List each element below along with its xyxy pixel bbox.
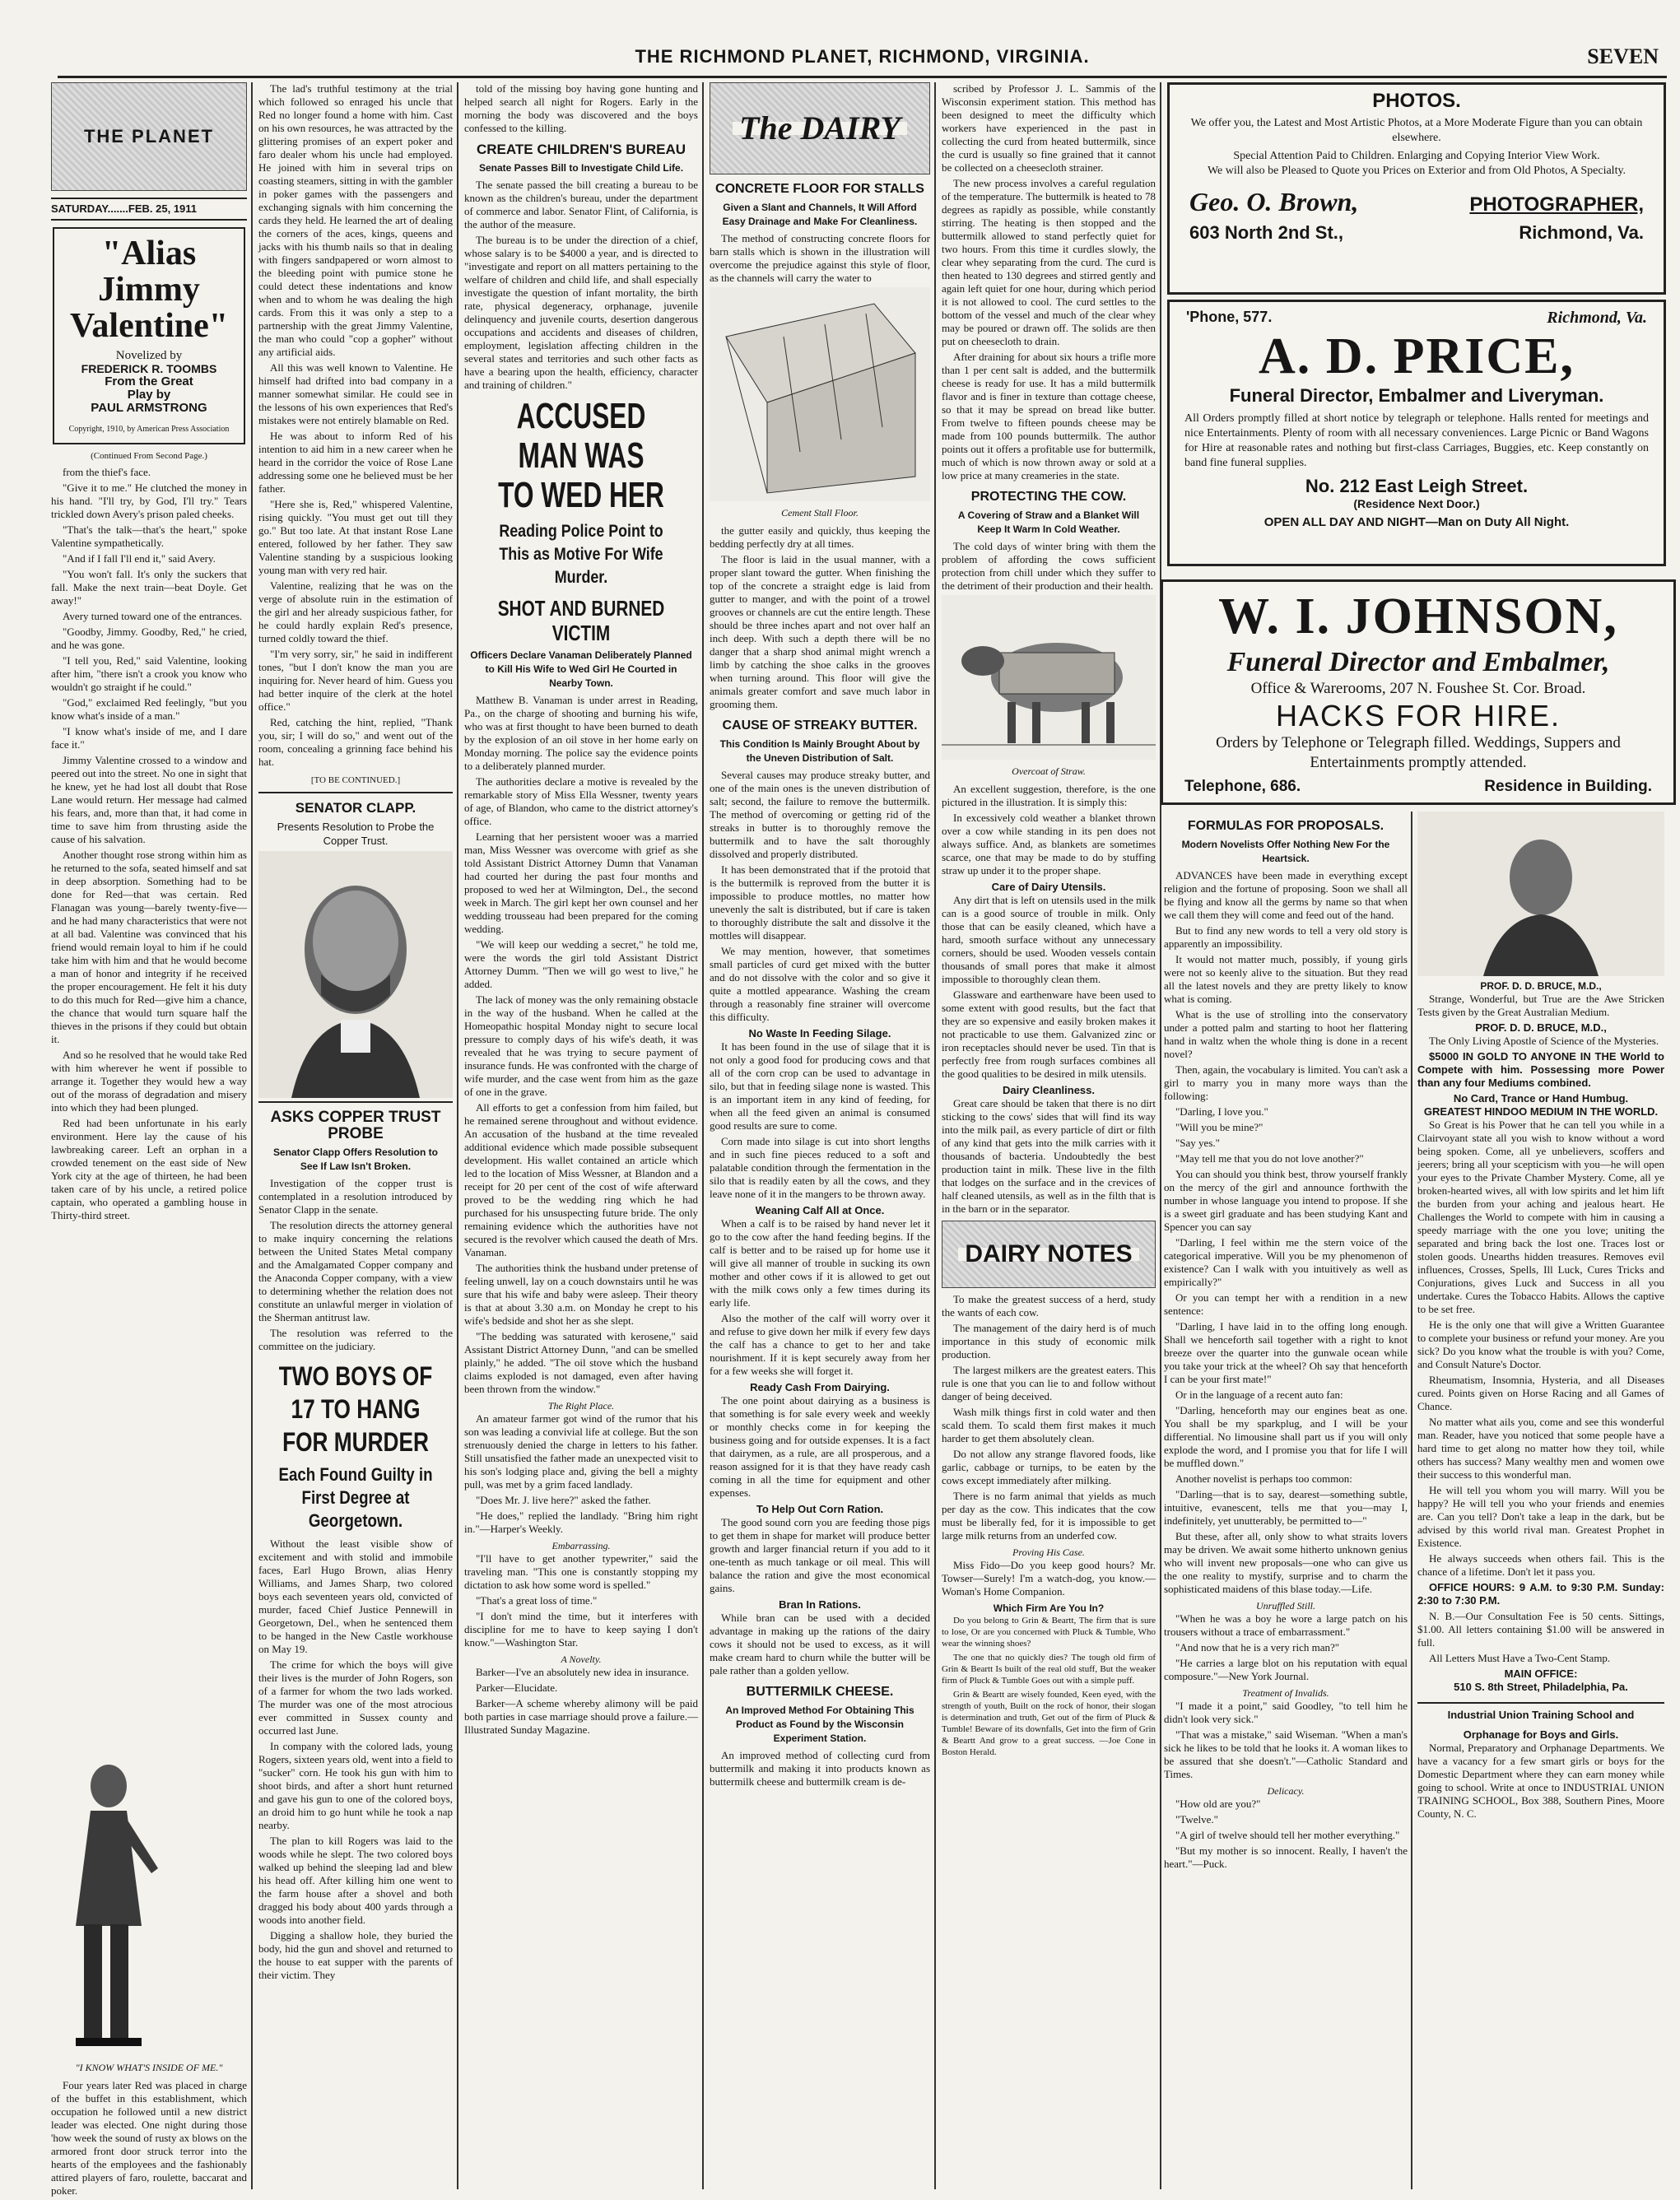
paragraph: The authorities declare a motive is revealed by the remarkable story of Miss Ella Wessner, twenty years of age, of Blandon, who came to the district attorney's office. xyxy=(464,775,698,827)
price-city: Richmond, Va. xyxy=(1547,309,1647,327)
paragraph: "That's a great loss of time." xyxy=(476,1594,598,1607)
paragraph: It has been demonstrated that if the protoid that is the buttermilk is reproved from the butter it is impossible to produce mottles, no matter how unevenly the salt is distributed, but if care is taken to thoroughly distribute the salt and dissolve it the mottles will disappear. xyxy=(710,863,930,942)
johnson-orders: Orders by Telephone or Telegraph filled. Weddings, Suppers and Entertainments promptly attended. xyxy=(1216,734,1621,771)
paragraph: "I don't mind the time, but it interferes with discipline for me to have to keep saying I don't know."—Washington Star. xyxy=(464,1610,698,1649)
cow-caption: Overcoat of Straw. xyxy=(1012,765,1086,777)
paragraph: "Give it to me." He clutched the money in his hand. "I'll try, by God, I'll try." Tears trickled down Avery's prison paled cheeks. xyxy=(51,481,247,520)
column-2 xyxy=(258,82,453,2189)
paragraph: "That was a mistake," said Wiseman. "When a man's sick he likes to be told that he looks it. A woman likes to be assured that she doesn't."—Catholic Standard and Times. xyxy=(1164,1728,1408,1780)
boys-murder-subheading: Each Found Guilty in First Degree at Georgetown. xyxy=(278,1464,433,1531)
shot-burned-subheading: Officers Declare Vanaman Deliberately Planned to Kill His Wife to Wed Girl He Courted in Nearby Town. xyxy=(470,649,692,689)
formulas-subheading: Modern Novelists Offer Nothing New For the Heartsick. xyxy=(1181,839,1390,864)
column-rule xyxy=(934,82,936,2189)
continued-note: (Continued From Second Page.) xyxy=(91,451,207,461)
paragraph: The largest milkers are the greatest eaters. This rule is one that you can lie to and follow without danger of being deceived. xyxy=(942,1364,1156,1402)
photos-title: PHOTOS. xyxy=(1372,90,1461,112)
paragraph: "Here she is, Red," whispered Valentine, rising quickly. "You must get out till they go." But too late. At that instant Rose Lane entered, followed by her father. They saw Valentine standing by a suspicious looking young man with very red hair. xyxy=(258,498,453,576)
paragraph: The management of the dairy herd is of much importance in this study of economic milk production. xyxy=(942,1322,1156,1360)
formulas-heading: FORMULAS FOR PROPOSALS. xyxy=(1187,819,1384,833)
paragraph: He was about to inform Red of his intention to aid him in a new career when he heard in the corridor the voice of Rose Lane addressing some one he believed must be her father. xyxy=(258,430,453,495)
paragraph: Another thought rose strong within him as he returned to the sofa, seated himself and sat in deep absorption. Something had to be done for Red—that was certain. Red Flanagan was young—barely twenty-five—and he had many characteristics that were not at all bad. Valentine was convinced that his friend would remain loyal to him if he could take him with him and that he would become a man of honor and integrity if he received the proper encouragement. He felt it his duty to do this much for Red—give him a chance, the chance that would turn square half the thieves in the prisons if they could but obtain it. xyxy=(51,849,247,1045)
johnson-ad xyxy=(1161,579,1676,805)
ready-cash-heading: Ready Cash From Dairying. xyxy=(750,1381,890,1393)
to-be-continued: [TO BE CONTINUED.] xyxy=(310,775,401,785)
paragraph: The lad's truthful testimony at the trial which followed so enraged his uncle that Red no longer found a home with him. Cast on his own resources, he was attracted by the glittering promises of an expert poker and faro dealer whom his uncle had employed. He joined with him in several trips on coasting steamers, sitting in with the gambler in poker games with the passengers and exchanging signals with him concerning the cards they held. He learned the art of dealing the corners of the aces, kings, queens and jacks with his thumb nails so that in dealing with fingers sandpapered or worn almost to the bleeding point with pumice stone he could detect these indentations and know when and to whom he was dealing the high cards. From this it was only a step to a partnership with the great Jimmy Valentine, the man who could "cop a gopher" without any artificial aids. xyxy=(258,82,453,358)
paragraph: The plan to kill Rogers was laid to the woods while he slept. The two colored boys walked up behind the sleeping lad and blew his head off. After killing him one went to the farm house after a shovel and both dragged his body about 400 yards through a woods into another field. xyxy=(258,1835,453,1926)
embarrassing-heading: Embarrassing. xyxy=(551,1540,611,1551)
streaky-butter-heading: CAUSE OF STREAKY BUTTER. xyxy=(722,719,918,733)
paragraph: An excellent suggestion, therefore, is the one pictured in the illustration. It is simply this: xyxy=(942,783,1156,808)
paragraph: Without the least visible show of excitement and with stolid and immobile faces, Earl Hugo Brown, alias Henry Williams, and James Sharp, two colored boys each seventeen years old, convicted of murder, faced Chief Justice Pennewill in Georgetown, Del., when he sentenced them to be hanged in the New Castle workhouse on May 19. xyxy=(258,1537,453,1655)
paragraph: Investigation of the copper trust is contemplated in a resolution introduced by Senator Clapp in the senate. xyxy=(258,1177,453,1216)
column-rule xyxy=(251,82,253,2189)
paragraph: "Darling, I feel within me the stern voice of the categorical imperative. Will you be my phenomenon of existence? Can I walk with you intuitively as well as empirically?" xyxy=(1164,1236,1408,1288)
bran-heading: Bran In Rations. xyxy=(779,1598,861,1611)
paragraph: Strange, Wonderful, but True are the Awe Stricken Tests given by the Great Australian Medium. xyxy=(1417,993,1664,1018)
paragraph: "Darling, I love you." xyxy=(1175,1105,1268,1118)
paragraph: So Great is his Power that he can tell you while in a Clairvoyant state all you wish to know without a word being spoken. Come, all ye unbelievers, scoffers and jeerers; bring all your scepticism with you—he will open your eyes to the Private Chamber Mystery. Come, all ye broken-hearted wives, all with low spirits and let him lift the burden from your aching and jealous heart. He Challenges the World to compete with him in causing a speedy marriage with the one you love; uniting the separated and bring back the lost one. Traces lost or stolen goods. Unearths hidden treasures. Removes evil influences, Crosses, Spells, Ill Luck, Cures Tricks and Conjurations, gives Luck and Success in all you undertake. Cures the Tobacco Habits. Allows the captive to be set free. xyxy=(1417,1119,1664,1315)
streaky-butter-subheading: This Condition Is Mainly Brought About by the Uneven Distribution of Salt. xyxy=(719,738,920,764)
paragraph: Matthew B. Vanaman is under arrest in Reading, Pa., on the charge of shooting and burning his wife, who was at first thought to have been burned to death by the explosion of an oil stove in her home early on Monday morning. The police say the evidence points to a deliberately planned murder. xyxy=(464,694,698,772)
paragraph: When a calf is to be raised by hand never let it go to the cow after the hand feeding begins. If the calf is better and to be raised up for home use it will give all manner of trouble in sucking its own mother and other cows if it is allowed to get out with the milk cows only a few times during its early life. xyxy=(710,1217,930,1309)
cow-blanket-illustration xyxy=(942,595,1156,760)
paragraph: Wash milk things first in cold water and then scald them. To scald them first makes it much harder to get them absolutely clean. xyxy=(942,1406,1156,1444)
paragraph: He is the only one that will give a Written Guarantee to complete your business or refund your money. Are you sick? Do you know what the trouble is with you? Come, and Consult Nature's Doctor. xyxy=(1417,1319,1664,1370)
johnson-name: W. I. JOHNSON, xyxy=(1218,588,1618,644)
paragraph: The Only Living Apostle of Science of the Mysteries. xyxy=(1429,1035,1659,1047)
serial-header-box xyxy=(53,227,245,444)
bruce-portrait xyxy=(1417,812,1664,976)
poem-stanza: The one that no quickly dies? The tough old firm of Grin & Beartt Is built of the real old stuff, But the weaker firm of Pluck & Tumble Goes out with a simple puff. xyxy=(942,1653,1156,1686)
paragraph: While bran can be used with a decided advantage in making up the rations of the dairy cows it should not be used to excess, as it will make cream hard to churn while the butter will be pale rather than a golden yellow. xyxy=(710,1612,930,1677)
senator-portrait xyxy=(258,851,453,1098)
senator-heading: SENATOR CLAPP. xyxy=(295,800,417,816)
paragraph: "When he was a boy he wore a large patch on his trousers without a trace of embarrassment." xyxy=(1164,1612,1408,1638)
proving-case-heading: Proving His Case. xyxy=(1012,1547,1085,1558)
paragraph: The authorities think the husband under pretense of feeling unwell, lay on a couch downstairs until he was sure that his wife and baby were asleep. Their theory is that at about 3.30 a.m. on Monday he crept to his wife's bedside and shot her as she slept. xyxy=(464,1262,698,1327)
cement-stall-illustration xyxy=(710,287,930,501)
page-number: SEVEN xyxy=(1587,44,1659,68)
invalids-heading: Treatment of Invalids. xyxy=(1242,1687,1329,1699)
paragraph: Red, catching the hint, replied, "Thank you, sir; I will do so," and went out of the room, concealing a grinning face behind his hat. xyxy=(258,716,453,768)
paragraph: OFFICE HOURS: 9 A.M. to 9:30 P.M. Sunday: 2:30 to 7:30 P.M. xyxy=(1417,1581,1664,1607)
right-place-heading: The Right Place. xyxy=(547,1400,615,1412)
paragraph: Several causes may produce streaky butter, and one of the main ones is the uneven distribution of salt; second, the failure to remove the buttermilk. The method of overcoming or getting rid of the streaks in butter is to thoroughly remove the buttermilk and to have the salt thoroughly dissolved and properly distributed. xyxy=(710,769,930,860)
paragraph: He will tell you whom you will marry. Will you be happy? He will tell you who your friends and enemies are. Can you tell? Don't take a leap in the dark, but be advised by this world rival man. Greatest Prophet in Existence. xyxy=(1417,1484,1664,1549)
paragraph: "And now that he is a very rich man?" xyxy=(1175,1641,1340,1653)
playwright-name: PAUL ARMSTRONG xyxy=(91,401,207,415)
paragraph: He always succeeds when others fail. This is the chance of a lifetime. Don't let it pass you. xyxy=(1417,1552,1664,1578)
paragraph: "God," exclaimed Red feelingly, "but you know what's inside of a man." xyxy=(51,696,247,722)
boys-murder-heading: TWO BOYS OF 17 TO HANG FOR MURDER xyxy=(278,1361,433,1457)
column-rule xyxy=(1160,82,1161,2189)
paragraph: Glassware and earthenware have been used to some extent with good results, but the fact that they are so expensive and easily broken makes it not practicable to use them. Galvanized zinc or iron receptacles should never be used. Tin that is perfectly free from rough surfaces combines all the good qualities to be desired in milk utensils. xyxy=(942,988,1156,1080)
paragraph: $5000 IN GOLD TO ANYONE IN THE World to Compete with him. Possessing more Power than any four Mediums combined. xyxy=(1417,1050,1664,1089)
author-name: FREDERICK R. TOOMBS xyxy=(81,362,217,375)
photographer-address: 603 North 2nd St., xyxy=(1189,222,1344,243)
concrete-floor-subheading: Given a Slant and Channels, It Will Afford Easy Drainage and Make For Cleanliness. xyxy=(722,202,918,227)
paragraph: To make the greatest success of a herd, study the wants of each cow. xyxy=(942,1293,1156,1319)
paragraph: Another novelist is perhaps too common: xyxy=(1175,1472,1352,1485)
delicacy-heading: Delicacy. xyxy=(1267,1785,1305,1797)
photos-line: Special Attention Paid to Children. Enlarging and Copying Interior View Work. xyxy=(1233,150,1600,162)
photographer-address-row xyxy=(1170,217,1664,244)
dairy-utensils-heading: Care of Dairy Utensils. xyxy=(991,881,1106,893)
paragraph: ADVANCES have been made in everything except religion and the fortune of proposing. Soon we shall all be flying and know all the germs by name so that when we call them they will come and feed out of the hand. xyxy=(1164,869,1408,921)
paragraph: The crime for which the boys will give their lives is the murder of John Rogers, son of a farmer for whom the two lads worked. The murder was one of the most atrocious ever committed in Sussex county and occurred last June. xyxy=(258,1658,453,1737)
paragraph: Corn made into silage is cut into short lengths and in such fine pieces reduced to a soft and palatable condition through the fermentation in the silo that is readily eaten by all the cows, and they leave none of it in the mangers to be thrown away. xyxy=(710,1135,930,1200)
paragraph: Jimmy Valentine crossed to a window and peered out into the street. No one in sight that he knew, yet he had lost all doubt that Rose Lane would return. Her message had calmed his fears, and, more than that, it had come in time to save him from thrusting aside the cause of his salvation. xyxy=(51,754,247,845)
dairy-notes-logo xyxy=(942,1221,1156,1288)
paragraph: Barker—I've an absolutely new idea in insurance. xyxy=(476,1666,689,1678)
paragraph: All efforts to get a confession from him failed, but he remained serene throughout and without evidence. An accusation of the husband at the time revealed additional evidence which made possible subsequent development. His wallet contained an article which led to the location of Miss Wessner, at Blandon and a receipt for 20 per cent of the cost of wife afterward proved to be the wedding ring which he had purchased for his unsuspecting future bride. The only remaining evidence which the authorities have not secured is the revolver which caused the death of Mrs. Vanaman. xyxy=(464,1101,698,1258)
paragraph: "How old are you?" xyxy=(1175,1798,1261,1810)
paragraph: Valentine, realizing that he was on the verge of absolute ruin in the estimation of the girl and her already suspicious father, for he could hardly explain Red's presence, turned coldly toward the thief. xyxy=(258,579,453,644)
copyright-note: Copyright, 1910, by American Press Association xyxy=(68,425,230,434)
paragraph: Avery turned toward one of the entrances. xyxy=(63,610,243,622)
protecting-cow-subheading: A Covering of Straw and a Blanket Will Keep It Warm In Cold Weather. xyxy=(957,509,1140,535)
novelized-label: Novelized by xyxy=(115,349,183,362)
paragraph: After draining for about six hours a trifle more than 1 per cent salt is added, and the buttermilk cheese is ready for use. It has a mild buttermilk flavor and is finer in texture than cottage cheese, so that it may be spread on bread like butter. From twelve to fifteen pounds cheese may be made from 100 pounds buttermilk. The author points out it offers a profitable use for buttermilk, much of which is now thrown away or sold at a low price at many creameries in the state. xyxy=(942,351,1156,481)
price-description: All Orders promptly filled at short notice by telegraph or telephone. Halls rented for meetings and nice Entertainments. Plenty of room with all necessary conveniences. Large Picnic or Band Wagons for Hire at reasonable rates and nothing but first-class Carriages, Buggies, etc. Keep constantly on band fine funeral supplies. xyxy=(1184,412,1649,469)
column-1 xyxy=(51,82,247,2197)
paragraph: "I made it a point," said Goodley, "to tell him he didn't look very sick." xyxy=(1164,1700,1408,1725)
paragraph: It has been found in the use of silage that it is not only a good food for producing cows and that all of the corn crop can be used to advantage in silo, but that in feeding silage none is wasted. This is an important item in any kind of feeding, for when all the feed given an animal is consumed good results are sure to come. xyxy=(710,1040,930,1132)
paragraph: Or you can tempt her with a rendition in a new sentence: xyxy=(1164,1291,1408,1317)
paragraph: "May tell me that you do not love another?" xyxy=(1175,1152,1364,1165)
corn-ration-heading: To Help Out Corn Ration. xyxy=(756,1503,884,1515)
johnson-bottom-row xyxy=(1163,773,1673,796)
johnson-telephone: Telephone, 686. xyxy=(1184,778,1301,795)
paragraph: "He does," replied the landlady. "Bring him right in."—Harper's Weekly. xyxy=(464,1509,698,1535)
paragraph: "Darling, henceforth may our engines beat as one. You shall be my sparkplug, and I will be your differential. No limousine shall part us if you will only explode the word, and I promise you that for life I will be muffled down." xyxy=(1164,1404,1408,1469)
accused-man-subheading: Reading Police Point to This as Motive For Wife Murder. xyxy=(499,522,663,587)
photos-line: We offer you, the Latest and Most Artistic Photos, at a More Moderate Figure than you can obtain elsewhere. xyxy=(1190,117,1643,144)
column-6b xyxy=(1417,812,1664,2189)
bruce-main-office: MAIN OFFICE: xyxy=(1504,1667,1578,1680)
paragraph: told of the missing boy having gone hunting and helped search all night for Rogers. Early in the morning the body was discovered and the boys confessed to the killing. xyxy=(464,82,698,134)
senator-clapp-box xyxy=(258,792,453,1103)
childrens-bureau-subheading: Senate Passes Bill to Investigate Child Life. xyxy=(478,162,684,174)
paragraph: "But my mother is so innocent. Really, I haven't the heart."—Puck. xyxy=(1164,1844,1408,1870)
paragraph: Or in the language of a recent auto fan: xyxy=(1175,1388,1343,1401)
paragraph: "I tell you, Red," said Valentine, looking after him, "there isn't a crook you know who wouldn't go straight if he could." xyxy=(51,654,247,693)
paragraph: "A girl of twelve should tell her mother everything." xyxy=(1175,1829,1400,1841)
paragraph: N. B.—Our Consultation Fee is 50 cents. Sittings, $1.00. All letters containing $1.00 will be answered in full. xyxy=(1417,1610,1664,1649)
paragraph: There is no farm animal that yields as much per day as the cow. This indicates that the cow must be liberally fed, for it is impossible to get large milk returns from an underfed cow. xyxy=(942,1490,1156,1542)
column-rule xyxy=(702,82,704,2189)
training-school-notice xyxy=(1417,1702,1664,1821)
bruce-no-humbug: No Card, Trance or Hand Humbug. xyxy=(1453,1092,1629,1105)
paragraph: Also the mother of the calf will worry over it and refuse to give down her milk if every few days the calf has a chance to get to her and take nourishment. If it is kept securely away from her for a few weeks she will forget it. xyxy=(710,1312,930,1377)
bruce-caption: PROF. D. D. BRUCE, M.D., xyxy=(1480,980,1602,992)
issue-date: SATURDAY.......FEB. 25, 1911 xyxy=(51,198,247,221)
price-top-row xyxy=(1170,302,1664,328)
copper-trust-subheading: Senator Clapp Offers Resolution to See If Law Isn't Broken. xyxy=(272,1147,438,1172)
orphanage-heading: Orphanage for Boys and Girls. xyxy=(1463,1728,1619,1741)
paragraph: Red had been unfortunate in his early environment. Here lay the cause of his lawbreaking career. Left an orphan in a crowded tenement on the east side of New York city at the age of thirteen, he had been taken care of by his uncle, a retired police captain, who operated a gambling house in Thirty-third street. xyxy=(51,1117,247,1221)
paragraph: The method of constructing concrete floors for barn stalls which is shown in the illustration will overcome the prejudice against this style of floor, as the channels will carry the water to xyxy=(710,232,930,284)
column-rule xyxy=(457,82,458,2189)
stall-caption: Cement Stall Floor. xyxy=(781,507,859,519)
serial-title: "Alias Jimmy Valentine" xyxy=(69,235,229,345)
copper-trust-heading: ASKS COPPER TRUST PROBE xyxy=(270,1109,441,1142)
unruffled-heading: Unruffled Still. xyxy=(1256,1600,1315,1612)
paragraph: Learning that her persistent wooer was a married man, Miss Wessner was overcome with grief as she told Assistant District Attorney Dumn that Vanaman had courted her during the past four months and proposed to wed her at Wilmington, Del., the second week in March. The girl kept her own counsel and her wedding trousseau had been prepared for the coming wedding. xyxy=(464,830,698,935)
johnson-office: Office & Warerooms, 207 N. Foushee St. Cor. Broad. xyxy=(1250,680,1586,697)
paragraph: It would not matter much, possibly, if young girls were not so keenly alive to the situation. But they read all the latest novels and they are pretty likely to know what is coming. xyxy=(1164,953,1408,1005)
paragraph: "I'm very sorry, sir," he said in indifferent tones, "but I don't know the man you are inquiring for. Never heard of him. Guess you had better inquire of the clerk at the hotel office." xyxy=(258,648,453,713)
buttermilk-cheese-heading: BUTTERMILK CHEESE. xyxy=(746,1685,894,1699)
poem-stanza: Grin & Beartt are wisely founded, Keen eyed, with the strength of youth, Built on the rock of honor, their slogan is determination and truth, Get out of the firm of Pluck & Tumble! Beware of its downfalls, Get into the firm of Grin & Beartt And grow to a great success. —Joe Cone in Boston Herald. xyxy=(942,1690,1156,1757)
serial-text xyxy=(51,466,247,1222)
paragraph: Four years later Red was placed in charge of the buffet in this establishment, which occupation he followed until a new district leader was elected. One night during those 'how week the sound of rusty ax blows on the armored front door struck terror into the hearts of the employees and the fashionably attired players of faro, roulette, baccarat and poker. xyxy=(51,2079,247,2197)
bruce-name: PROF. D. D. BRUCE, M.D., xyxy=(1475,1021,1607,1034)
johnson-hacks: HACKS FOR HIRE. xyxy=(1275,699,1561,733)
dairy-logo-text: The DAIRY xyxy=(733,122,907,135)
price-address: No. 212 East Leigh Street. xyxy=(1305,476,1529,496)
price-role: Funeral Director, Embalmer and Liveryman. xyxy=(1229,385,1604,406)
planet-logo xyxy=(51,82,247,191)
bruce-greatest: GREATEST HINDOO MEDIUM IN THE WORLD. xyxy=(1423,1105,1659,1118)
price-hours: OPEN ALL DAY AND NIGHT—Man on Duty All Night. xyxy=(1263,515,1570,529)
dairy-notes-text: DAIRY NOTES xyxy=(958,1248,1138,1261)
photographer-city: Richmond, Va. xyxy=(1519,222,1644,243)
paragraph: Any dirt that is left on utensils used in the milk can is a good source of trouble in milk. Only those that can be easily cleaned, which have a hard, smooth surface without any unnecessary corners, should be used. Wooden vessels contain thousands of small pores that make it almost impossible to thoroughly clean them. xyxy=(942,894,1156,985)
paragraph: "That's the talk—that's the heart," spoke Valentine sympathetically. xyxy=(51,523,247,549)
serial-continued-text xyxy=(258,82,453,769)
photographer-name: Geo. O. Brown, xyxy=(1189,187,1359,216)
silage-heading: No Waste In Feeding Silage. xyxy=(748,1027,891,1040)
paragraph: "And if I fall I'll end it," said Avery. xyxy=(63,552,216,565)
paragraph: "You won't fall. It's only the suckers that fall. Make the next train—beat Doyle. Get away!" xyxy=(51,568,247,607)
paragraph: "He carries a large blot on his reputation with equal composure."—New York Journal. xyxy=(1164,1657,1408,1682)
photos-line: We will also be Pleased to Quote you Prices on Exterior and from Old Photos, A Specialty. xyxy=(1207,165,1626,177)
accused-man-heading: ACCUSED MAN WAS TO WED HER xyxy=(498,396,664,515)
paragraph: The senate passed the bill creating a bureau to be known as the children's bureau, under the department of commerce and labor. Senator Flint, of California, is the author of the measure. xyxy=(464,179,698,230)
novelty-heading: A Novelty. xyxy=(561,1653,602,1665)
johnson-residence: Residence in Building. xyxy=(1484,778,1652,795)
paragraph: And so he resolved that he would take Red with him wherever he went if possible to arrange it. Together they would hew a way out of the morass of degradation and misery into which they had been plunged. xyxy=(51,1049,247,1114)
paragraph: The bureau is to be under the direction of a chief, whose salary is to be $4000 a year, and is directed to "investigate and report on all matters pertaining to the welfare of children and child life, and shall especially investigate the question of infant mortality, the birth rate, physical degeneracy, orphanage, juvenile delinquency and juvenile courts, desertion dangerous occupations and accidents and diseases of children, employment, legislation affecting children in the several states and territories and such other facts as have a bearing upon the health, efficiency, character and training of children." xyxy=(464,234,698,391)
paragraph: "I'll have to get another typewriter," said the traveling man. "This one is constantly stopping my dictation to ask how some word is spelled." xyxy=(464,1552,698,1591)
which-firm-heading: Which Firm Are You In? xyxy=(993,1602,1105,1614)
from-label: From the Great xyxy=(105,374,193,388)
paragraph: The one point about dairying as a business is that something is for sale every week and weekly or monthly checks come in for keeping the business going and for outside expenses. It is a fact that dairymen, as a rule, are all prosperous, and a reason assigned for it is that they have ready cash coming in all the time for equipment and other expenses. xyxy=(710,1394,930,1499)
paragraph: All this was well known to Valentine. He himself had drifted into bad company in a manner somewhat similar. He could see in the lessons of his own experiences that Red's mistakes were not entirely blamable on Red. xyxy=(258,361,453,426)
paragraph: "Twelve." xyxy=(1175,1813,1218,1826)
paragraph: Great care should be taken that there is no dirt sticking to the cows' sides that will find its way into the milk pail, as every particle of dirt or filth of any kind that gets into the milk carries with it thousands of bacteria. Undoubtedly the best production taint in milk. These live in the filth that lodges on the surface and in the crevices of half cleaned utensils, as well as in the filth that is in the barn or in the separator. xyxy=(942,1097,1156,1215)
paragraph: An amateur farmer got wind of the rumor that his son was leading a convivial life at college. But the son strenuously denied the charge in letters to his father. Still unsatisfied the father made an unexpected visit to his son's lodging place and, giving the bell a mighty pull, was met by a grim faced landlady. xyxy=(464,1412,698,1491)
paragraph: We may mention, however, that sometimes small particles of curd get mixed with the butter and do not dissolve with the color and so give it quite a mottled appearance. Washing the cream through a reasonably fine strainer will overcome this difficulty. xyxy=(710,945,930,1023)
poem-stanza: Do you belong to Grin & Beartt, The firm that is sure to lose, Or are you concerned with Pluck & Tumble, Who wear the winning shoes? xyxy=(942,1616,1156,1649)
paragraph: In company with the colored lads, young Rogers, sixteen years old, went into a field to "sucker" corn. He took his gun with him to shoot birds, and after a short hunt returned and gave his gun to one of the colored boys, an droid him to go hunt while he took a nap nearby. xyxy=(258,1740,453,1831)
bruce-address: 510 S. 8th Street, Philadelphia, Pa. xyxy=(1454,1681,1628,1693)
paragraph: from the thief's face. xyxy=(63,466,151,478)
column-5 xyxy=(942,82,1156,2189)
paragraph: The new process involves a careful regulation of the temperature. The buttermilk is heated to 78 degrees as rapidly as possible, while constantly stirring. The heating is then stopped and the buttermilk allowed to stand perfectly quiet for two hours. From this time it curdles slowly, the clear whey separating from the curd. The curd is then heated to 130 degrees and stirred gently and again left quiet for one hour, during which period it is not allowed to cool. The curd settles to the bottom of the vessel and much of the clear whey may be poured or drawn off. The solids are then put on cheesecloth to drain. xyxy=(942,177,1156,347)
paragraph: "Say yes." xyxy=(1175,1137,1220,1149)
logo-text: THE PLANET xyxy=(83,126,215,147)
concrete-floor-heading: CONCRETE FLOOR FOR STALLS xyxy=(715,182,924,196)
photographer-row xyxy=(1170,179,1664,217)
paragraph: Do not allow any strange flavored foods, like garlic, cabbage or turnips, to be eaten by the cows except immediately after milking. xyxy=(942,1448,1156,1486)
paragraph: The cold days of winter bring with them the problem of affording the cows sufficient protection from chill under which they suffer to the detriment of their production and their health. xyxy=(942,540,1156,592)
serial-illustration-block xyxy=(51,1728,247,2061)
school-heading: Industrial Union Training School and xyxy=(1447,1709,1635,1721)
illustration-caption: "I KNOW WHAT'S INSIDE OF ME." xyxy=(75,2062,223,2073)
paragraph: "Darling, I have laid in to the offing long enough. Shall we henceforth sail together with a right to knot breeze over the quarter into the gunwale ocean while you take your trick at the wheel? Oh say that henceforth I can be your first mate!" xyxy=(1164,1320,1408,1385)
johnson-role: Funeral Director and Embalmer, xyxy=(1226,647,1610,677)
price-ad xyxy=(1167,300,1666,566)
paragraph: An improved method of collecting curd from buttermilk and making it into products known as buttermilk cheese and buttermilk cream is de- xyxy=(710,1749,930,1788)
protecting-cow-heading: PROTECTING THE COW. xyxy=(970,490,1127,504)
paragraph: "The bedding was saturated with kerosene," said Assistant District Attorney Dunn, "and can be smelled plainly," he added. "The oil stove which the husband claims exploded is not damaged, even after having been thrown from the window." xyxy=(464,1330,698,1395)
paragraph: The lack of money was the only remaining obstacle in the way of the husband. When he called at the Homeopathic hospital Monday night to secure local pressure to comply days of his wife's death, it was revealed that he was trying to secure payment of insurance funds. He was confronted with the charge of wife murder, and the case went from him as the gaze of one in the grave. xyxy=(464,993,698,1098)
paragraph: "Will you be mine?" xyxy=(1175,1121,1263,1133)
price-phone: 'Phone, 577. xyxy=(1186,309,1273,325)
paragraph: "Does Mr. J. live here?" asked the father. xyxy=(476,1494,651,1506)
price-name: A. D. PRICE, xyxy=(1259,328,1575,384)
column-4 xyxy=(710,82,930,2189)
paragraph: Miss Fido—Do you keep good hours? Mr. Towser—Surely! I'm a watch-dog, you know.—Woman's Home Companion. xyxy=(942,1559,1156,1598)
paragraph: The resolution directs the attorney general to make inquiry concerning the relations between the United States Metal company and the Amalgamated Copper company and the Anaconda Copper company, with a view to determining whether the relation does not constitute an unlawful merger in violation of the Sherman antitrust law. xyxy=(258,1219,453,1323)
paragraph: scribed by Professor J. L. Sammis of the Wisconsin experiment station. This method has been designed to meet the difficulty which workers have experienced in the past in collecting the curd from heated buttermilk, since the curd is usually so fine grained that it cannot be collected on a cheesecloth strainer. xyxy=(942,82,1156,174)
paragraph: No matter what ails you, come and see this wonderful man. Reader, have you noticed that some people have a hard time to get along no matter how they toil, while others has success? Many wealthy men and women owe their success to this wonderful man. xyxy=(1417,1416,1664,1481)
photographer-title: PHOTOGRAPHER, xyxy=(1469,193,1644,216)
paragraph: Barker—A scheme whereby alimony will be paid both parties in case marriage should prove a failure.—Illustrated Sunday Magazine. xyxy=(464,1697,698,1736)
masthead xyxy=(58,43,1667,78)
paragraph: You can should you think best, throw yourself frankly on the mercy of the girl and announce forthwith the number in whose language you intend to propose. If she is a sweet girl graduate and has been studying Kant and Spencer you can say xyxy=(1164,1168,1408,1233)
paragraph: the gutter easily and quickly, thus keeping the bedding perfectly dry at all times. xyxy=(710,524,930,550)
play-label: Play by xyxy=(127,388,171,402)
photos-ad xyxy=(1167,82,1666,295)
paragraph: "Darling—that is to say, dearest—something subtle, intuitive, evanescent, tells me that you—may I, indefinitely, yet unutterably, be permitted to—" xyxy=(1164,1488,1408,1527)
price-residence: (Residence Next Door.) xyxy=(1353,497,1480,510)
paragraph: But to find any new words to tell a very old story is apparently an impossibility. xyxy=(1164,924,1408,950)
childrens-bureau-heading: CREATE CHILDREN'S BUREAU xyxy=(476,142,686,157)
dairy-logo xyxy=(710,82,930,174)
paragraph: Parker—Elucidate. xyxy=(476,1681,558,1694)
paragraph: Digging a shallow hole, they buried the body, hid the gun and shovel and returned to the house to eat supper with the parents of their victim. They xyxy=(258,1929,453,1981)
weaning-heading: Weaning Calf All at Once. xyxy=(755,1204,885,1216)
shot-burned-heading: SHOT AND BURNED VICTIM xyxy=(497,596,665,645)
paragraph: "I know what's inside of me, and I dare face it." xyxy=(51,725,247,751)
senator-subheading: Presents Resolution to Probe the Copper Trust. xyxy=(277,821,435,847)
paragraph: The floor is laid in the usual manner, with a proper slant toward the gutter. When finishing the top of the concrete a straight edge is laid from gutter to manger, and with the point of a trowel grooves or channels are cut the entire length. These should be three inches apart and not over half an inch deep. With such a depth there will be no danger that a sharp shod animal might wrench a limb by catching the shoe calks in the grooves when turning around. This floor will give the animals greater comfort and save much labor in grooming them. xyxy=(710,553,930,710)
column-rule xyxy=(1411,812,1412,2189)
paragraph: But these, after all, only show to what straits lovers may be driven. We await some hitherto unknown genius who will invent new proposals—one who can give us the one reality to mystify, surprise and to charm the sophisticated maidens of this blase today.—Life. xyxy=(1164,1530,1408,1595)
paragraph: What is the use of strolling into the conservatory under a potted palm and starting to hoot her flattering hand in waltz when the whole thing is done in a recent novel? xyxy=(1164,1008,1408,1060)
paragraph: Then, again, the vocabulary is limited. You can't ask a girl to marry you in many more ways than the following: xyxy=(1164,1063,1408,1102)
paragraph: The good sound corn you are feeding those pigs to get them in shape for market will produce better growth and larger financial return if you add to it one-tenth as much tankage or oil meal. This will balance the ration and give the most economical gains. xyxy=(710,1516,930,1594)
man-standing-illustration xyxy=(51,1728,247,2058)
dairy-cleanliness-heading: Dairy Cleanliness. xyxy=(1003,1084,1095,1096)
paragraph: In excessively cold weather a blanket thrown over a cow while standing in its pen does not always suffice. And, as blankets are sometimes scarce, one that may be made to do by stuffing straw up under it to the proper shape. xyxy=(942,812,1156,877)
paragraph: "We will keep our wedding a secret," he told me, were the words the girl told Assistant District Attorney Dumm. "Then we will go west to live," he added. xyxy=(464,938,698,990)
paragraph: All Letters Must Have a Two-Cent Stamp. xyxy=(1429,1652,1611,1664)
paragraph: Rheumatism, Insomnia, Hysteria, and all Diseases cured. Points given on Horse Racing and all Games of Chance. xyxy=(1417,1374,1664,1412)
paragraph: "Goodby, Jimmy. Goodby, Red," he cried, and he was gone. xyxy=(51,626,247,651)
buttermilk-cheese-subheading: An Improved Method For Obtaining This Product as Found by the Wisconsin Experiment Station. xyxy=(725,1705,914,1744)
paragraph: Normal, Preparatory and Orphanage Departments. We have a vacancy for a few smart girls or boys for the Domestic Department where they can earn money while going to school. Write at once to INDUSTRIAL UNION TRAINING SCHOOL, Box 388, Southern Pines, Moore County, N. C. xyxy=(1417,1742,1664,1820)
paragraph: The resolution was referred to the committee on the judiciary. xyxy=(258,1327,453,1352)
newspaper-title: THE RICHMOND PLANET, RICHMOND, VIRGINIA. xyxy=(635,46,1090,67)
column-6a xyxy=(1164,812,1408,2189)
serial-continuation xyxy=(51,2059,247,2200)
column-3 xyxy=(464,82,698,2189)
